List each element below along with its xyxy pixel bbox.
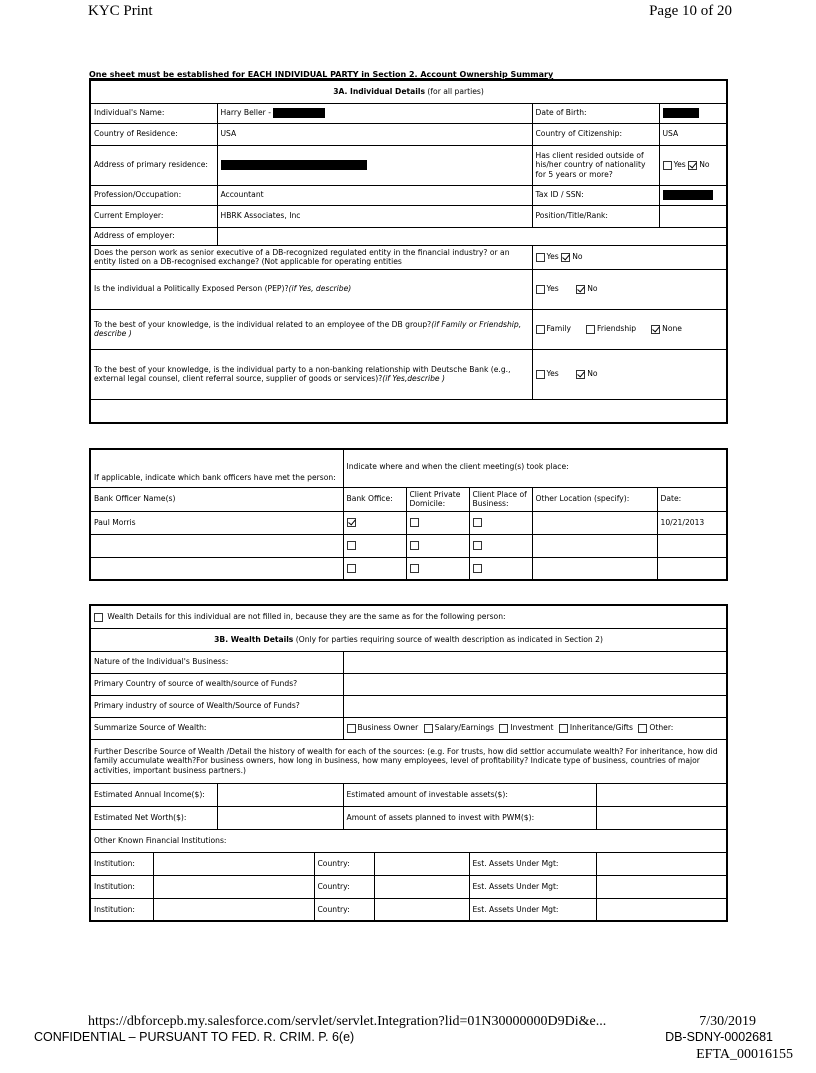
same-as-row: Wealth Details for this individual are not filled in, because they are the same as for the following person: xyxy=(90,605,727,628)
private-domicile-checkbox[interactable] xyxy=(410,564,419,573)
no-checkbox[interactable] xyxy=(576,285,585,294)
position-label: Position/Title/Rank: xyxy=(532,205,659,227)
officer-name: Paul Morris xyxy=(90,511,343,534)
related-options: Family Friendship None xyxy=(532,309,727,349)
section-3a-heading: 3A. Individual Details (for all parties) xyxy=(90,80,727,103)
citizenship-label: Country of Citizenship: xyxy=(532,123,659,145)
table-row xyxy=(90,511,727,534)
redaction xyxy=(273,108,325,118)
profession-value: Accountant xyxy=(217,185,532,205)
country-label: Country: xyxy=(314,875,374,898)
pwm-value xyxy=(596,806,727,829)
meeting-label: Indicate where and when the client meeting(s) took place: xyxy=(343,449,727,487)
confidential-notice: CONFIDENTIAL – PURSUANT TO FED. R. CRIM. P. 6(e) xyxy=(34,1030,355,1044)
net-worth-label: Estimated Net Worth($): xyxy=(90,806,217,829)
meeting-date xyxy=(657,557,727,580)
private-domicile-checkbox[interactable] xyxy=(410,518,419,527)
bates-number: DB-SDNY-0002681 xyxy=(665,1030,773,1044)
table-row xyxy=(90,534,727,557)
employer-address-label: Address of employer: xyxy=(90,227,217,245)
pep-question: Is the individual a Politically Exposed Person (PEP)?(if Yes, describe) xyxy=(90,269,532,309)
inheritance-checkbox[interactable] xyxy=(559,724,568,733)
footer-url: https://dbforcepb.my.salesforce.com/servlet/servlet.Integration?lid=01N30000000D9Di&e... xyxy=(88,1014,607,1029)
est-assets-value xyxy=(596,852,727,875)
institution-label: Institution: xyxy=(90,852,153,875)
annual-income-label: Estimated Annual Income($): xyxy=(90,783,217,806)
taxid-label: Tax ID / SSN: xyxy=(532,185,659,205)
nonbank-options: Yes No xyxy=(532,349,727,399)
nonbank-question: To the best of your knowledge, is the individual party to a non-banking relationship with Deutsche Bank (e.g., external legal counsel, client referral source, supplier of goods or services)?(if Yes,describe ) xyxy=(90,349,532,399)
net-worth-value xyxy=(217,806,343,829)
same-as-checkbox[interactable] xyxy=(94,613,103,622)
further-describe-text: Further Describe Source of Wealth /Detail the history of wealth for each of the sources: (e.g. For trusts, how did settlor accumulate wealth? For inheritance, how did family accumulate wealth?For business owners, how long in business, how many employees, level of profitability? Indicate type of business, countries of major activities, important business partners.) xyxy=(90,739,727,783)
section-3b-heading: 3B. Wealth Details (Only for parties requiring source of wealth description as indicated in Section 2) xyxy=(90,628,727,651)
pwm-label: Amount of assets planned to invest with PWM($): xyxy=(343,806,596,829)
source-options: Business Owner Salary/Earnings Investment Inheritance/Gifts Other: xyxy=(343,717,727,739)
institution-value xyxy=(153,852,314,875)
col-officer-header: Bank Officer Name(s) xyxy=(90,487,343,511)
friendship-checkbox[interactable] xyxy=(586,325,595,334)
address-value xyxy=(217,145,532,185)
senior-exec-question: Does the person work as senior executive of a DB-recognized regulated entity in the financial industry? or an entity listed on a DB-recognised exchange? (Not applicable for operating entities xyxy=(90,245,532,269)
bank-office-checkbox[interactable] xyxy=(347,541,356,550)
name-label: Individual's Name: xyxy=(90,103,217,123)
private-domicile-checkbox[interactable] xyxy=(410,541,419,550)
related-question: To the best of your knowledge, is the individual related to an employee of the DB group?(if Family or Friendship, describe ) xyxy=(90,309,532,349)
officer-name xyxy=(90,557,343,580)
no-checkbox[interactable] xyxy=(576,370,585,379)
other-checkbox[interactable] xyxy=(638,724,647,733)
meeting-date: 10/21/2013 xyxy=(657,511,727,534)
place-business-checkbox[interactable] xyxy=(473,564,482,573)
other-institutions-label: Other Known Financial Institutions: xyxy=(90,829,727,852)
employer-label: Current Employer: xyxy=(90,205,217,227)
table-row xyxy=(90,557,727,580)
dob-label: Date of Birth: xyxy=(532,103,659,123)
institution-value xyxy=(153,875,314,898)
meeting-date xyxy=(657,534,727,557)
officers-label: If applicable, indicate which bank officers have met the person: xyxy=(90,449,343,487)
country-value xyxy=(374,852,469,875)
table-row xyxy=(90,898,727,921)
dob-value xyxy=(659,103,727,123)
other-location-value xyxy=(532,511,657,534)
position-value xyxy=(659,205,727,227)
est-assets-label: Est. Assets Under Mgt: xyxy=(469,852,596,875)
individual-details-table xyxy=(89,79,728,424)
footer-date: 7/30/2019 xyxy=(699,1014,756,1029)
residence-value: USA xyxy=(217,123,532,145)
col-date-header: Date: xyxy=(657,487,727,511)
yes-checkbox[interactable] xyxy=(536,285,545,294)
table-row xyxy=(90,875,727,898)
business-owner-checkbox[interactable] xyxy=(347,724,356,733)
no-checkbox[interactable] xyxy=(688,161,697,170)
resided-options: Yes No xyxy=(659,145,727,185)
senior-exec-options: Yes No xyxy=(532,245,727,269)
country-label: Country: xyxy=(314,852,374,875)
bank-office-checkbox[interactable] xyxy=(347,564,356,573)
redaction xyxy=(663,108,699,118)
yes-checkbox[interactable] xyxy=(663,161,672,170)
est-assets-value xyxy=(596,875,727,898)
col-bank-office-header: Bank Office: xyxy=(343,487,406,511)
spacer-row xyxy=(90,399,727,423)
wealth-details-table xyxy=(89,604,728,922)
instruction-notice: One sheet must be established for EACH INDIVIDUAL PARTY in Section 2. Account Ownership Summary xyxy=(89,70,554,79)
institution-value xyxy=(153,898,314,921)
industry-source-value xyxy=(343,695,727,717)
taxid-value xyxy=(659,185,727,205)
country-source-label: Primary Country of source of wealth/source of Funds? xyxy=(90,673,343,695)
residence-label: Country of Residence: xyxy=(90,123,217,145)
efta-number: EFTA_00016155 xyxy=(696,1047,793,1062)
name-value: Harry Beller - xyxy=(217,103,532,123)
pep-options: Yes No xyxy=(532,269,727,309)
none-checkbox[interactable] xyxy=(651,325,660,334)
nature-value xyxy=(343,651,727,673)
redaction xyxy=(221,160,367,170)
no-checkbox[interactable] xyxy=(561,253,570,262)
institution-label: Institution: xyxy=(90,875,153,898)
header-title: KYC Print xyxy=(88,3,153,19)
col-other-location-header: Other Location (specify): xyxy=(532,487,657,511)
family-checkbox[interactable] xyxy=(536,325,545,334)
bank-office-checkbox[interactable] xyxy=(347,518,356,527)
investable-value xyxy=(596,783,727,806)
citizenship-value: USA xyxy=(659,123,727,145)
officer-name xyxy=(90,534,343,557)
nature-label: Nature of the Individual's Business: xyxy=(90,651,343,673)
resided-label: Has client resided outside of his/her country of nationality for 5 years or more? xyxy=(532,145,659,185)
col-place-business-header: Client Place of Business: xyxy=(469,487,532,511)
summarize-label: Summarize Source of Wealth: xyxy=(90,717,343,739)
investable-label: Estimated amount of investable assets($): xyxy=(343,783,596,806)
profession-label: Profession/Occupation: xyxy=(90,185,217,205)
employer-address-value xyxy=(217,227,727,245)
country-source-value xyxy=(343,673,727,695)
meeting-table xyxy=(89,448,728,581)
yes-checkbox[interactable] xyxy=(536,253,545,262)
country-value xyxy=(374,875,469,898)
est-assets-label: Est. Assets Under Mgt: xyxy=(469,898,596,921)
country-label: Country: xyxy=(314,898,374,921)
page-number: Page 10 of 20 xyxy=(649,3,732,19)
other-location-value xyxy=(532,534,657,557)
country-value xyxy=(374,898,469,921)
est-assets-label: Est. Assets Under Mgt: xyxy=(469,875,596,898)
yes-checkbox[interactable] xyxy=(536,370,545,379)
annual-income-value xyxy=(217,783,343,806)
investment-checkbox[interactable] xyxy=(499,724,508,733)
address-label: Address of primary residence: xyxy=(90,145,217,185)
employer-value: HBRK Associates, Inc xyxy=(217,205,532,227)
industry-source-label: Primary industry of source of Wealth/Source of Funds? xyxy=(90,695,343,717)
other-location-value xyxy=(532,557,657,580)
table-row xyxy=(90,852,727,875)
salary-checkbox[interactable] xyxy=(424,724,433,733)
place-business-checkbox[interactable] xyxy=(473,541,482,550)
place-business-checkbox[interactable] xyxy=(473,518,482,527)
est-assets-value xyxy=(596,898,727,921)
redaction xyxy=(663,190,713,200)
institution-label: Institution: xyxy=(90,898,153,921)
col-private-domicile-header: Client Private Domicile: xyxy=(406,487,469,511)
